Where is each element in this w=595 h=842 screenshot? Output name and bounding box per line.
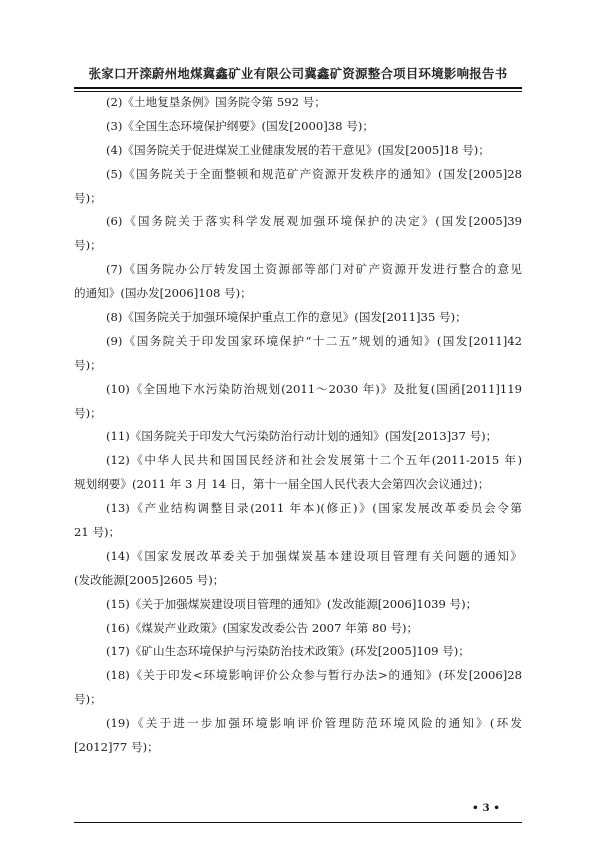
reference-line: (7)《国务院办公厅转发国土资源部等部门对矿产资源开发进行整合的意见 xyxy=(106,262,522,277)
reference-item xyxy=(74,497,522,545)
reference-item xyxy=(74,91,522,115)
reference-item xyxy=(74,258,522,306)
reference-item xyxy=(74,712,522,760)
reference-item xyxy=(74,593,522,617)
reference-list xyxy=(74,91,522,760)
reference-line: (6)《国务院关于落实科学发展观加强环境保护的决定》(国发[2005]39 xyxy=(106,214,522,229)
page-number: • 3 • xyxy=(471,802,500,814)
reference-item xyxy=(74,115,522,139)
reference-item xyxy=(74,617,522,641)
reference-line: 号)； xyxy=(74,238,102,253)
reference-line: (5)《国务院关于全面整顿和规范矿产资源开发秩序的通知》(国发[2005]28 xyxy=(106,166,522,181)
reference-line: (10)《全国地下水污染防治规划(2011～2030 年)》及批复(国函[2011]119 xyxy=(106,381,522,396)
reference-line: 规划纲要》(2011 年 3 月 14 日，第十一届全国人民代表大会第四次会议通过)； xyxy=(74,477,490,492)
reference-line: 号)； xyxy=(74,357,102,372)
reference-item xyxy=(74,210,522,258)
reference-line: (2)《土地复垦条例》国务院令第 592 号； xyxy=(106,95,326,109)
reference-line: 号)； xyxy=(74,190,102,205)
reference-line: (15)《关于加强煤炭建设项目管理的通知》(发改能源[2006]1039 号)； xyxy=(106,596,478,611)
reference-line: (13)《产业结构调整目录(2011 年本)(修正)》(国家发展改革委员会令第 xyxy=(106,501,522,516)
reference-line: 的通知》(国办发[2006]108 号)； xyxy=(74,286,252,301)
reference-line: (4)《国务院关于促进煤炭工业健康发展的若干意见》(国发[2005]18 号)； xyxy=(106,142,490,157)
reference-item xyxy=(74,163,522,211)
reference-item xyxy=(74,425,522,449)
reference-item xyxy=(74,664,522,712)
footer-rule xyxy=(74,822,522,823)
reference-line: 21 号)； xyxy=(74,525,121,540)
reference-line: (8)《国务院关于加强环境保护重点工作的意见》(国发[2011]35 号)； xyxy=(106,310,467,325)
page-header xyxy=(74,64,522,94)
reference-line: (19)《关于进一步加强环境影响评价管理防范环境风险的通知》(环发 xyxy=(106,716,522,731)
reference-line: (11)《国务院关于印发大气污染防治行动计划的通知》(国发[2013]37 号)； xyxy=(106,429,498,444)
header-rule-thick xyxy=(74,87,522,89)
reference-item xyxy=(74,640,522,664)
reference-line: [2012]77 号)； xyxy=(74,740,159,755)
reference-line: 号)； xyxy=(74,692,102,707)
reference-line: (12)《中华人民共和国国民经济和社会发展第十二个五年(2011-2015 年) xyxy=(106,453,522,468)
reference-item xyxy=(74,378,522,426)
reference-line: (18)《关于印发<环境影响评价公众参与暂行办法>的通知》(环发[2006]28 xyxy=(106,668,522,683)
page-footer xyxy=(74,798,522,828)
reference-line: (3)《全国生态环境保护纲要》(国发[2000]38 号)； xyxy=(106,118,374,133)
reference-line: 号)； xyxy=(74,405,102,420)
reference-line: (9)《国务院关于印发国家环境保护“十二五”规划的通知》(国发[2011]42 xyxy=(106,333,522,348)
reference-item xyxy=(74,545,522,593)
reference-item xyxy=(74,449,522,497)
reference-line: (发改能源[2005]2605 号)； xyxy=(74,572,225,587)
reference-item xyxy=(74,139,522,163)
reference-item xyxy=(74,306,522,330)
reference-line: (14)《国家发展改革委关于加强煤炭基本建设项目管理有关问题的通知》 xyxy=(106,548,522,563)
document-title: 张家口开滦蔚州地煤冀鑫矿业有限公司冀鑫矿资源整合项目环境影响报告书 xyxy=(88,66,508,81)
reference-line: (16)《煤炭产业政策》(国家发改委公告 2007 年第 80 号)； xyxy=(106,620,419,635)
reference-item xyxy=(74,330,522,378)
reference-line: (17)《矿山生态环境保护与污染防治技术政策》(环发[2005]109 号)； xyxy=(106,644,470,659)
